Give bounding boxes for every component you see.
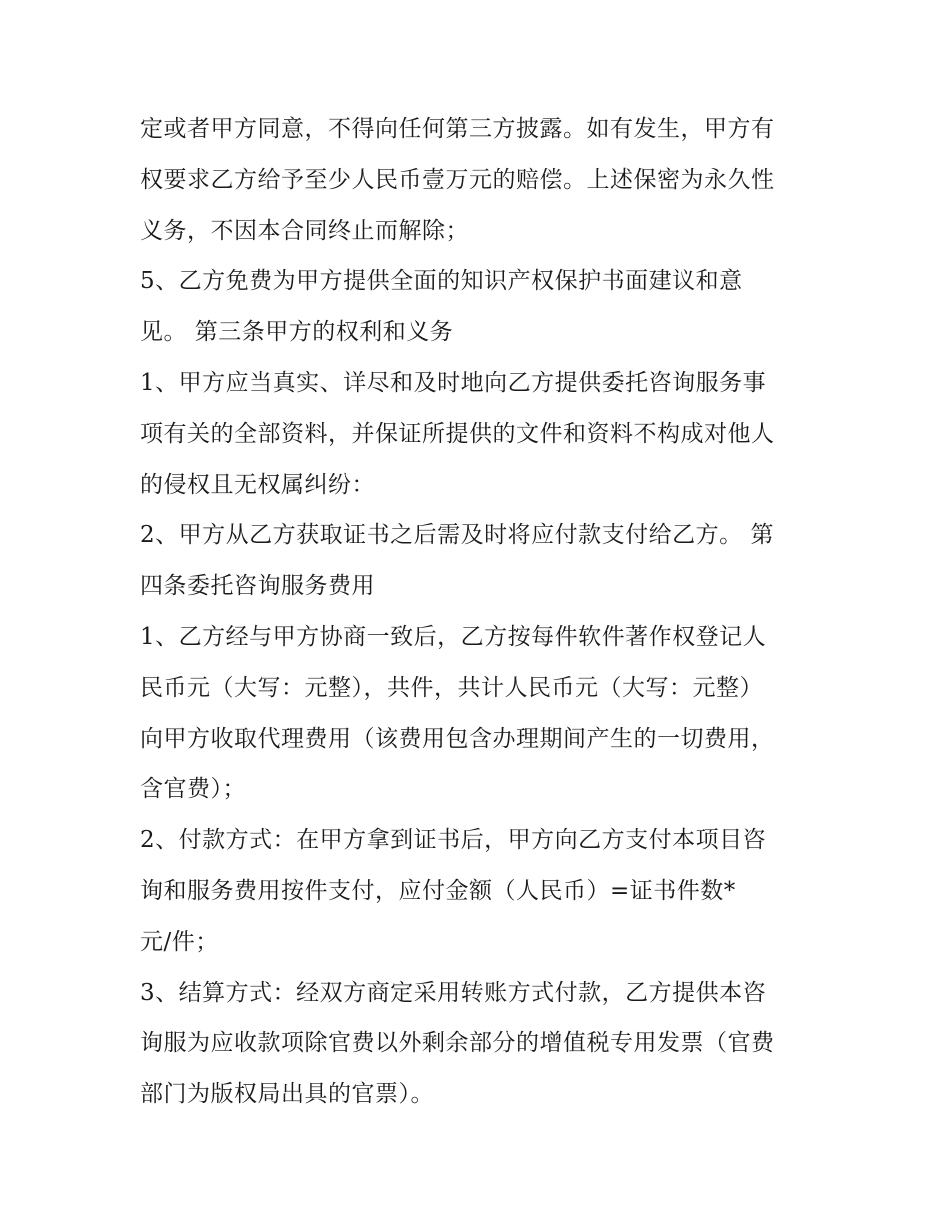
text-line: 询服为应收款项除官费以外剩余部分的增值税专用发票（官费 [140, 1030, 775, 1057]
text-line: 2、付款方式：在甲方拿到证书后，甲方向乙方支付本项目咨 [140, 827, 767, 854]
text-line: 义务，不因本合同终止而解除； [140, 217, 469, 244]
text-line: 项有关的全部资料，并保证所提供的文件和资料不构成对他人 [140, 420, 775, 447]
text-line: 5、乙方免费为甲方提供全面的知识产权保护书面建议和意 [140, 268, 743, 295]
text-line: 询和服务费用按件支付，应付金额（人民币）=证书件数* [140, 877, 736, 904]
text-line: 1、甲方应当真实、详尽和及时地向乙方提供委托咨询服务事 [140, 369, 767, 396]
text-line: 元/件； [140, 928, 219, 955]
text-line: 部门为版权局出具的官票）。 [140, 1081, 434, 1108]
text-line: 含官费）； [140, 776, 246, 803]
text-line: 权要求乙方给予至少人民币壹万元的赔偿。上述保密为永久性 [140, 166, 775, 193]
text-line: 见。 第三条甲方的权利和义务 [140, 319, 454, 346]
document-body [140, 104, 820, 1120]
text-line: 四条委托咨询服务费用 [140, 573, 375, 600]
text-line: 民币元（大写：元整），共件，共计人民币元（大写：元整） [140, 674, 763, 701]
text-line: 3、结算方式：经双方商定采用转账方式付款，乙方提供本咨 [140, 979, 767, 1006]
text-line: 1、乙方经与甲方协商一致后，乙方按每件软件著作权登记人 [140, 623, 767, 650]
text-line: 的侵权且无权属纠纷： [140, 471, 375, 498]
text-line: 2、甲方从乙方获取证书之后需及时将应付款支付给乙方。 第 [140, 522, 774, 549]
text-line: 定或者甲方同意，不得向任何第三方披露。如有发生，甲方有 [140, 116, 775, 142]
text-line: 向甲方收取代理费用（该费用包含办理期间产生的一切费用， [140, 725, 775, 752]
